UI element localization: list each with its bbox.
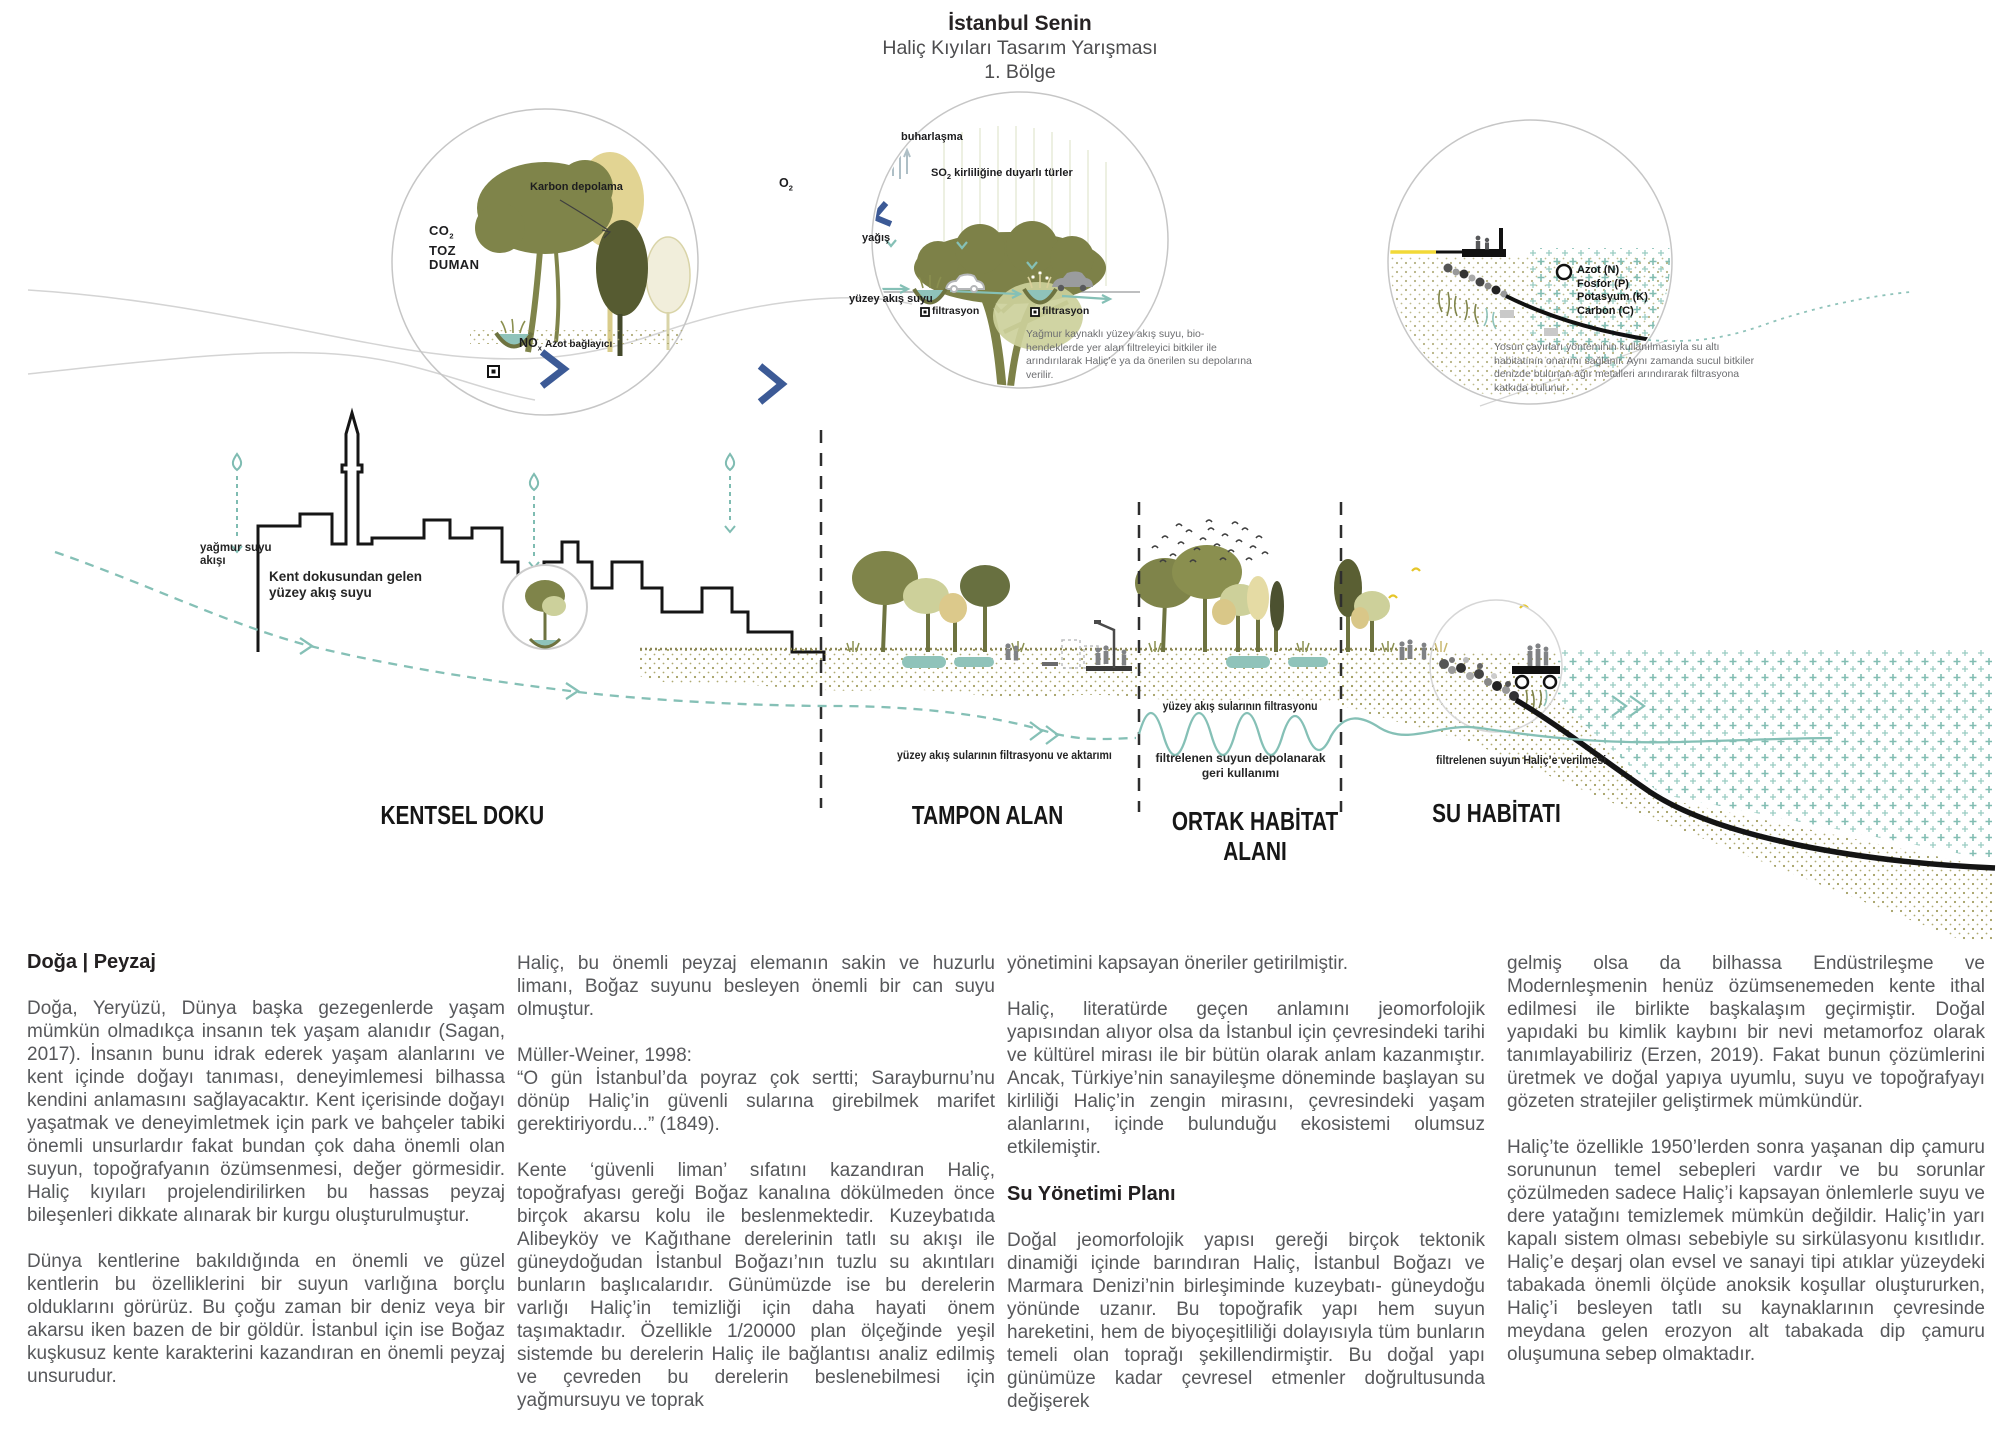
poster-subtitle: Haliç Kıyıları Tasarım Yarışması <box>882 37 1158 59</box>
column3-paragraph: Haliç, literatürde geçen anlamını jeomorfolojik yapısından alıyor olsa da İstanbul için çevresindeki tarihi ve kültürel mirası ile bir bütün olarak anlam kazanmıştır. Ancak, Türkiye’nin sanayileşme döneminde başlayan su kirliliği Haliç’in zengin mirasını, çevresindeki yaşam alanlarını, içinde bulunduğu ekosistemi olumsuz etkilemiştir. <box>1007 999 1485 1158</box>
label-flow-transfer <box>897 748 1141 762</box>
nox-desc: Azot bağlayıcı <box>544 339 613 350</box>
column2-paragraph: Haliç, bu önemli peyzaj elemanın sakin ve huzurlu limanı, Boğaz suyunu besleyen önemli bir can suyu olmuştur. <box>517 953 995 1020</box>
legend-potasyum: Potasyum (K) <box>1577 291 1648 303</box>
bubble3-caption: Yosun çayırları yönteminin kullanılmasıyla su altı habitatının onarımı sağlanır. Aynı zamanda sucul bitkiler denizde bulunan ağır metalleri arındırarak filtrasyona katkıda bulunur. <box>1494 341 1755 394</box>
blue-arrow-icon <box>542 352 564 386</box>
bubble3-legend <box>1577 264 1648 318</box>
column2-quote: “O gün İstanbul’da poyraz çok sertti; Sarayburnu’nu dönüp Haliç’in güvenli sularına girebilmek marifet gerektiriyordu...” (1849). <box>517 1068 995 1135</box>
label-rain-flow: yağmur suyu akışı <box>200 542 272 567</box>
poster-region: 1. Bölge <box>984 61 1056 83</box>
label-filtrasyon-right: filtrasyon <box>1042 305 1090 317</box>
label-o2 <box>779 176 793 193</box>
article-column-3 <box>1007 952 1485 1436</box>
zone-kentsel-doku <box>342 800 582 830</box>
zone-ortak-habitat-text: ORTAK HABİTAT ALANI <box>1171 806 1339 866</box>
legend-fosfor: Fosfor (P) <box>1577 277 1629 290</box>
teal-dashed-line-icon <box>1648 292 1910 341</box>
label-urban-runoff: Kent dokusundan gelen yüzey akış suyu <box>269 569 423 600</box>
toz-text: TOZ <box>429 242 456 258</box>
flow-transfer-text: yüzey akış sularının filtrasyonu ve aktarımı <box>897 748 1112 762</box>
label-nox <box>519 336 612 353</box>
nox-sub: x <box>537 343 542 353</box>
column3-heading: Su Yönetimi Planı <box>1007 1183 1176 1205</box>
city-tree-bubble-icon <box>503 565 587 649</box>
release-text: filtrelenen suyun Haliç’e verilmesi <box>1436 753 1607 767</box>
column1-heading: Doğa | Peyzaj <box>27 951 156 973</box>
column2-paragraph: Kente ‘güvenli liman’ sıfatını kazandıran Haliç, topoğrafyası gereği Boğaz kanalına dökülmeden önce birçok akarsu kolu ile beslenmektedir. Kuzeybatıda Alibeyköy ve Kağıthane derelerinin tatlı su akışı ile güneydoğudan İstanbul Boğazı’nın tuzlu su akıntıları bunların başlıcalarıdır. Günümüzde ise bu derelerin varlığı Haliç’in temizliği için daha hayati önem taşımaktadır. Özellikle 1/20000 plan ölçeğinde yeşil sistemde bu derelerin Haliç ile bağlantısı analiz edilmiş ve çevreden bu derelerin beslenebilmesi için yağmursuyu ve toprak <box>517 1160 995 1411</box>
person-icon <box>1476 236 1490 250</box>
yellow-bird-icon <box>1389 569 1528 609</box>
duman-text: DUMAN <box>429 256 480 272</box>
column3-paragraph: Doğal jeomorfolojik yapısı gereği birçok tektonik dinamiği içinde barındıran Haliç, İstanbul Boğazı ve Marmara Denizi’nin birleşiminde kuzeybatı- güneydoğu yönünde uzanır. Bu topoğrafik yapı hem suyun hareketini, hem de biyoçeşitliliği dolayısıyla tüm bunların temeli olan toprağı şekillendirmiştir. Bu doğal yapı günümüze kadar çevresel etmenler doğrultusunda değişerek <box>1007 1230 1485 1412</box>
zone-ortak-habitat <box>1135 806 1375 866</box>
filtration-marker-icon <box>488 366 499 377</box>
co2-text: CO <box>429 223 450 238</box>
article-column-2 <box>517 952 995 1435</box>
co2-sub: 2 <box>449 231 454 241</box>
legend-azot: Azot (N) <box>1577 264 1620 276</box>
column2-reference: Müller-Weiner, 1998: <box>517 1045 692 1066</box>
article-column-4 <box>1507 952 1985 1389</box>
zone-kentsel-doku-text: KENTSEL DOKU <box>380 800 544 830</box>
rain-droplet-icon <box>233 454 734 490</box>
zone-tampon-alan-text: TAMPON ALAN <box>912 800 1064 830</box>
label-filtrasyon-left: filtrasyon <box>932 305 980 317</box>
bubble2-caption: Yağmur kaynaklı yüzey akış suyu, bio-hendeklerde yer alan filtreleyici bitkiler ile arındırılarak Haliç’e ya da önerilen su depolarına verilir. <box>1026 328 1252 381</box>
legend-marker-icon <box>1557 265 1571 279</box>
column1-paragraph: Doğa, Yeryüzü, Dünya başka gezegenlerde yaşam mümkün olmadıkça insanın tek yaşam alanıdır (Sagan, 2017). İnsanın bunu idrak ederek yaşam alanlarını ve kent içinde doğayı tanıması, deneyimlemesi bilhassa kendini anlamasını sağlayacaktır. Kent içerisinde doğayı yaşatmak ve deneyimletmek için park ve bahçeler tabiki önemli unsurlardır fakat bundan çok daha önemli olan suyun, topoğrafyanın özümsenmesi, değer görmesidir. Haliç kıyıları projelendirilirken bu hassas peyzaj bileşenleri dikkate alınarak bir kurgu oluşturulmuştur. <box>27 998 505 1226</box>
label-karbon-depolama: Karbon depolama <box>530 181 623 193</box>
label-buharlasma: buharlaşma <box>901 131 963 143</box>
article-column-1 <box>27 950 505 1411</box>
blue-arrow-icon <box>760 366 782 402</box>
poster-title: İstanbul Senin <box>948 12 1092 35</box>
pier-icon <box>1462 249 1506 257</box>
zone-su-habitati-text: SU HABİTATI <box>1431 798 1561 828</box>
label-yuzey-akis-suyu: yüzey akış suyu <box>849 293 933 305</box>
label-storage: filtrelenen suyun depolanarak geri kullanımı <box>1155 751 1326 780</box>
chimney-icon <box>1499 228 1503 249</box>
column4-paragraph: Haliç’te özellikle 1950’lerden sonra yaşanan dip çamuru sorununun temel sebepleri vardır ve bu sorunlar çözülmeden sadece Haliç’i kapsayan önlemlerle suyu ve dere yatağını temizlemek mümkün değildir. Haliç’in yarı kapalı sistem olması sebebiyle su sirkülasyonu kısıtlıdır. Haliç’e deşarj olan evsel ve sanayi tipi atıklar yüzeydeki tabakada önemli ölçüde anoksik koşullar oluştururken, Haliç’i besleyen tatlı su kaynaklarının çevresinde meydana gelen erozyon alt tabakada dip çamuru oluşumuna sebep olmaktadır. <box>1507 1137 1985 1365</box>
nox-text: NO <box>519 336 538 350</box>
column3-paragraph: yönetimini kapsayan öneriler getirilmiştir. <box>1007 953 1349 974</box>
filtration-text: yüzey akış sularının filtrasyonu <box>1162 699 1318 713</box>
bench-icon <box>1042 662 1058 666</box>
label-filtration <box>1139 699 1341 714</box>
zone-su-habitati <box>1376 798 1616 828</box>
so2-text: SO <box>931 167 947 179</box>
label-release <box>1436 753 1629 767</box>
evaporation-arrows-icon <box>890 144 910 179</box>
legend-carbon: Carbon (C) <box>1577 304 1634 317</box>
label-yagis: yağış <box>862 232 891 244</box>
poster-header <box>700 12 1340 84</box>
o2-sub: 2 <box>788 183 793 193</box>
zone-tampon-alan <box>868 800 1108 830</box>
column1-paragraph: Dünya kentlerine bakıldığında en önemli ve güzel kentlerin bu özelliklerini bir suyun varlığına borçlu olduklarını görürüz. Bu çoğu zaman bir deniz veya bir akarsu iken bazen de bir göldür. İstanbul için ise Boğaz kuşkusuz kente karakterini kazandıran en önemli peyzaj unsurudur. <box>27 1251 505 1387</box>
label-co2-toz-duman <box>429 224 479 272</box>
platform-icon <box>1086 666 1132 671</box>
so2-sub: 2 <box>946 172 952 182</box>
o2-text: O <box>779 176 789 190</box>
so2-desc: kirliliğine duyarlı türler <box>951 167 1073 179</box>
column4-paragraph: gelmiş olsa da bilhassa Endüstrileşme ve Modernleşmenin henüz özümsenemeden kente ithal edilmesi ile birlikte başkalaşım geçirmiştir. Doğal yapıdaki bu kimlik kaybını bir nevi metamorfoz olarak tanımlayabiliriz (Erzen, 2019). Fakat bunun çözümlerini üretmek ve doğal yapıya uyumlu, suyu ve topoğrafyayı gözeten stratejiler geliştirmek mümkündür. <box>1507 953 1985 1112</box>
label-so2 <box>931 167 1073 181</box>
shore-trees-icon <box>852 545 1390 652</box>
